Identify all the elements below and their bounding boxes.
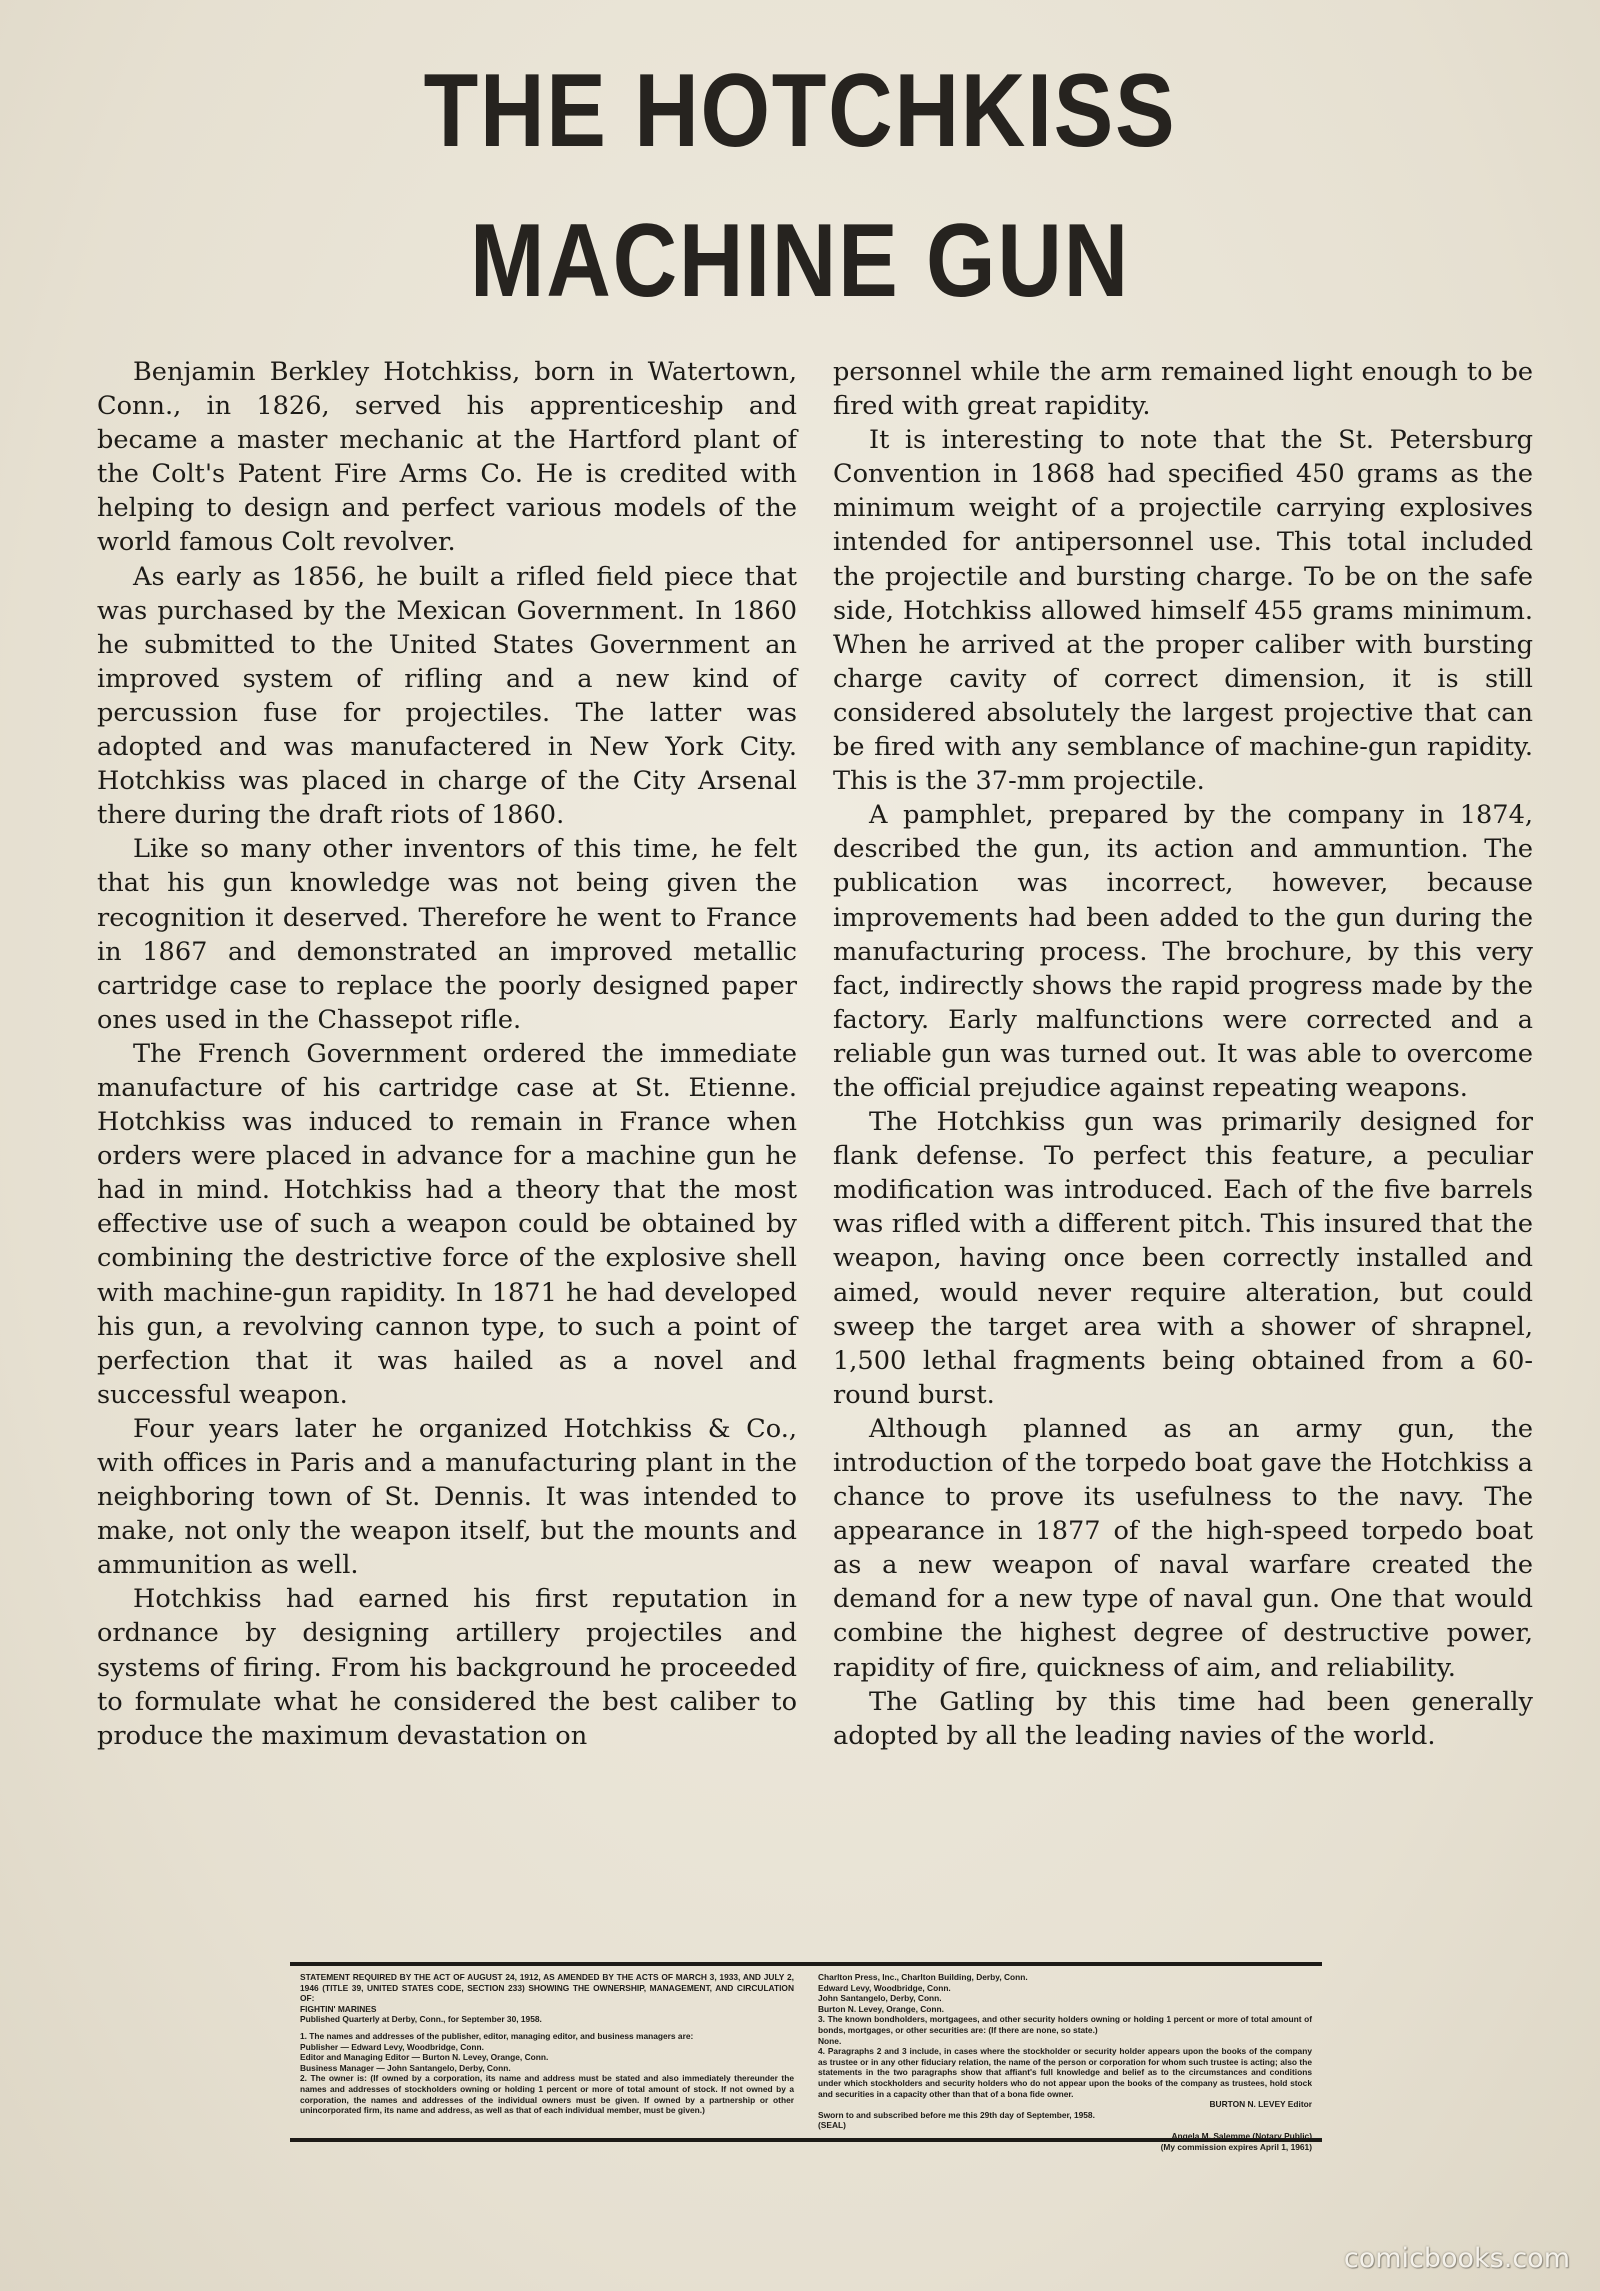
statement-item-2: 2. The owner is: (If owned by a corporation, its name and address must be stated and also immediately thereunder the names and addresses of stockholders owning or holding 1 percent or more of total amount of stock. If not owned by a corporation, the names and addresses of the individual owners must be given. If owned by a partnership or other unincorporated firm, its name and address, as well as that of each individual member, must be given.)	[300, 2073, 794, 2116]
statement-sworn: Sworn to and subscribed before me this 29th day of September, 1958.	[818, 2109, 1095, 2120]
statement-owner: Edward Levy, Woodbridge, Conn.	[818, 1982, 951, 1993]
statement-editor: Editor and Managing Editor — Burton N. Levey, Orange, Conn.	[300, 2052, 549, 2063]
statement-item-4: 4. Paragraphs 2 and 3 include, in cases where the stockholder or security holder appears upon the books of the company as trustee or in any other fiduciary relation, the name of the person or corporation for whom such trustee is acting; also the statements in the two paragraphs show that affiant's full knowledge and belief as to the circumstances and conditions under which stockholders and security holders who do not appear upon the books of the company as trustees, hold stock and securities in a capacity other than that of a bona fide owner.	[818, 2046, 1312, 2099]
article-left-column	[97, 355, 797, 1753]
statement-published: Published Quarterly at Derby, Conn., for September 30, 1958.	[300, 2014, 542, 2025]
paragraph: The Hotchkiss gun was primarily designed for flank defense. To perfect this feature, a peculiar modification was introduced. Each of the five barrels was rifled with a different pitch. This insured that the weapon, having once been correctly installed and aimed, would never require alteration, but could sweep the target area with a shower of shrapnel, 1,500 lethal fragments being obtained from a 60-round burst.	[833, 1107, 1533, 1410]
paragraph: The Gatling by this time had been generally adopted by all the leading navies of the world.	[833, 1686, 1533, 1751]
paragraph: A pamphlet, prepared by the company in 1874, described the gun, its action and ammuntion. The publication was incorrect, however, because improvements had been added to the gun during the manufacturing process. The brochure, by this very fact, indirectly shows the rapid progress made by the factory. Early malfunctions were corrected and a reliable gun was turned out. It was able to overcome the official prejudice against repeating weapons.	[833, 800, 1533, 1103]
article-right-column	[833, 355, 1533, 1753]
statement-left-column	[300, 1972, 794, 2134]
statement-business-manager: Business Manager — John Santangelo, Derby, Conn.	[300, 2062, 511, 2073]
statement-right-column	[818, 1972, 1312, 2152]
paragraph: Benjamin Berkley Hotchkiss, born in Watertown, Conn., in 1826, served his apprenticeship and became a master mechanic at the Hartford plant of the Colt's Patent Fire Arms Co. He is credited with helping to design and perfect various models of the world famous Colt revolver.	[97, 357, 797, 558]
paragraph: Hotchkiss had earned his first reputation in ordnance by designing artillery projectiles and systems of firing. From his background he proceeded to formulate what he considered the best caliber to produce the maximum devastation on	[97, 1584, 797, 1751]
paragraph: As early as 1856, he built a rifled field piece that was purchased by the Mexican Government. In 1860 he submitted to the United States Government an improved system of rifling and a new kind of percussion fuse for projectiles. The latter was adopted and was manufactered in New York City. Hotchkiss was placed in charge of the City Arsenal there during the draft riots of 1860.	[97, 561, 797, 831]
ownership-statement	[290, 1962, 1322, 2152]
statement-signer: BURTON N. LEVEY Editor	[1209, 2099, 1312, 2110]
paragraph: Although planned as an army gun, the introduction of the torpedo boat gave the Hotchkiss a chance to prove its usefulness to the navy. The appearance in 1877 of the high-speed torpedo boat as a new weapon of naval warfare created the demand for a new type of naval gun. One that would combine the highest degree of destructive power, rapidity of fire, quickness of aim, and reliability.	[833, 1413, 1533, 1683]
statement-publisher: Publisher — Edward Levy, Woodbridge, Conn.	[300, 2041, 484, 2052]
site-watermark: comicbooks.com	[1343, 2243, 1570, 2274]
statement-notary: Angela M. Salemme (Notary Public)	[1171, 2130, 1312, 2141]
statement-owner: Burton N. Levey, Orange, Conn.	[818, 2003, 944, 2014]
title-line-1: THE HOTCHKISS	[423, 53, 1177, 169]
statement-seal: (SEAL)	[818, 2120, 846, 2131]
paragraph-continuation: personnel while the arm remained light enough to be fired with great rapidity.	[833, 357, 1533, 422]
statement-owner: Charlton Press, Inc., Charlton Building, Derby, Conn.	[818, 1972, 1028, 1982]
statement-item-1: 1. The names and addresses of the publisher, editor, managing editor, and business managers are:	[300, 2030, 694, 2041]
title-line-2: MACHINE GUN	[470, 203, 1130, 319]
paragraph: Four years later he organized Hotchkiss & Co., with offices in Paris and a manufacturing plant in the neighboring town of St. Dennis. It was intended to make, not only the weapon itself, but the mounts and ammunition as well.	[97, 1413, 797, 1581]
statement-publication: FIGHTIN' MARINES	[300, 2003, 377, 2014]
statement-none: None.	[818, 2035, 842, 2046]
statement-item-3: 3. The known bondholders, mortgagees, and other security holders owning or holding 1 percent or more of total amount of bonds, mortgages, or other securities are: (If there are none, so state.)	[818, 2014, 1312, 2035]
paragraph: The French Government ordered the immediate manufacture of his cartridge case at St. Etienne. Hotchkiss was induced to remain in France when orders were placed in advance for a machine gun he had in mind. Hotchkiss had a theory that the most effective use of such a weapon could be obtained by combining the destrictive force of the explosive shell with machine-gun rapidity. In 1871 he had developed his gun, a revolving cannon type, to such a point of perfection that it was hailed as a novel and successful weapon.	[97, 1038, 797, 1410]
statement-commission: (My commission expires April 1, 1961)	[1160, 2141, 1312, 2152]
article-title	[112, 36, 1488, 336]
paragraph: It is interesting to note that the St. Petersburg Convention in 1868 had specified 450 grams as the minimum weight of a projectile carrying explosives intended for antipersonnel use. This total included the projectile and bursting charge. To be on the safe side, Hotchkiss allowed himself 455 grams minimum. When he arrived at the proper caliber with bursting charge cavity of correct dimension, it is still considered absolutely the largest projective that can be fired with any semblance of machine-gun rapidity. This is the 37-mm projectile.	[833, 425, 1533, 797]
statement-owner: John Santangelo, Derby, Conn.	[818, 1993, 942, 2004]
paragraph: Like so many other inventors of this time, he felt that his gun knowledge was not being given the recognition it deserved. Therefore he went to France in 1867 and demonstrated an improved metallic cartridge case to replace the poorly designed paper ones used in the Chassepot rifle.	[97, 834, 797, 1035]
statement-heading: STATEMENT REQUIRED BY THE ACT OF AUGUST 24, 1912, AS AMENDED BY THE ACTS OF MARCH 3, 1933, AND JULY 2, 1946 (TITLE 39, UNITED STATES CODE, SECTION 233) SHOWING THE OWNERSHIP, MANAGEMENT, AND CIRCULATION OF:	[300, 1972, 794, 2004]
